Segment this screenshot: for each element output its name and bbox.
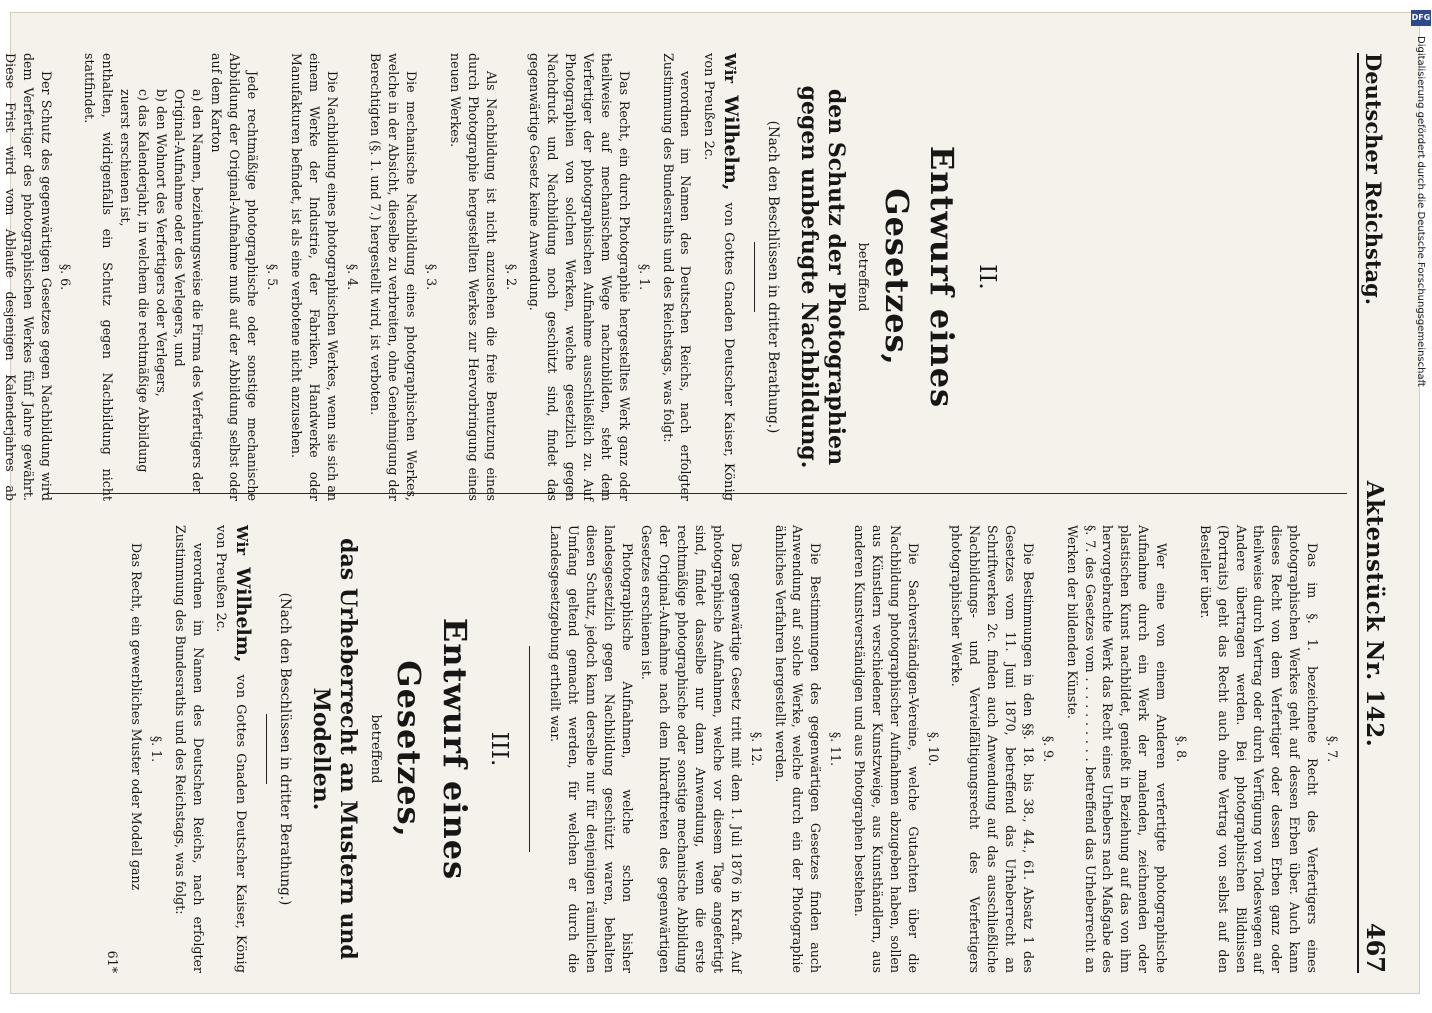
digitization-credit-text: Digitalisierung gefördert durch die Deutsche Forschungsgemeinschaft (1415, 36, 1426, 387)
paragraph-text: Die Nachbildung eines photographischen Werkes, wenn sie sich an einem Werke der Industrie, der Fabriken, Handwerke oder Manufakturen befindet, ist als eine verbotene nicht anzusehen. (288, 53, 340, 501)
paragraph-text: Die Bestimmungen des gegenwärtigen Gesetzes finden auch Anwendung auf solche Werke, welche durch ein der Photographie ähnliches Verfahren hergestellt werden. (772, 525, 824, 973)
list-item: c) das Kalenderjahr, in welchem die rechtmäßige Abbildung zuerst erschienen ist, (118, 89, 151, 473)
page-header (1357, 53, 1395, 973)
scanned-page (2, 12, 1420, 994)
paragraph-text: Als Nachbildung ist nicht anzusehen die freie Benutzung eines durch Photographie hergestellten Werkes zur Hervorbringung eines neuen Werkes. (447, 53, 499, 501)
betreffend-label: betreffend (367, 714, 383, 784)
paragraph-number: §. 4. (344, 263, 360, 291)
preamble: verordnen im Namen des Deutschen Reichs, nach erfolgter Zustimmung des Bundesraths und des Reichstags, was folgt: (660, 53, 694, 501)
wir-clause (698, 53, 743, 501)
paragraph-number: §. 10. (925, 731, 941, 767)
paragraph-number: §. 2. (503, 263, 519, 291)
paragraph-text: Die mechanische Nachbildung eines photographischen Werkes, welche in der Absicht, dieselbe zu verbreiten, ohne Genehmigung der Berechtigten (§. 1. und 7.) hergestellt wird, ist verboten. (368, 53, 420, 501)
divider-rule (266, 714, 267, 784)
paragraph-text: Wer eine von einem Anderen verfertigte photographische Aufnahme durch ein Werk der malenden, zeichnenden oder plastischen Kunst nachbildet, genießt in Beziehung auf das von ihm hervorgebrachte Werk das Recht eines Urhebers nach Maßgabe des §. 7. des Gesetzes vom . . . . . . . . . . betreffend das Urheberrecht an Werken der bildenden Künste. (1064, 525, 1170, 973)
wir-text: von Gottes Gnaden Deutscher Kaiser, König von Preußen 2c. (700, 53, 736, 501)
paragraph-text: Das Recht, ein gewerbliches Muster oder Modell ganz (129, 543, 145, 891)
left-column (0, 53, 1003, 501)
wir-text: von Gottes Gnaden Deutscher Kaiser, König von Preußen 2c. (213, 525, 249, 973)
page-number: 467 (1361, 922, 1390, 973)
law-subject: das Urheberrecht an Mustern und Modellen. (307, 538, 362, 960)
wir-label: Wir (720, 53, 739, 84)
section-title: Entwurf eines Gesetzes, (390, 617, 474, 881)
divider-rule (754, 242, 755, 312)
paragraph-number: §. 5. (265, 263, 281, 291)
section-number: III. (486, 731, 513, 767)
paragraph-text: Der Schutz des gegenwärtigen Gesetzes gegen Nachbildung wird dem Verfertiger des photographischen Werkes fünf Jahre gewährt. Diese Frist wird vom Ablaufe desjenigen Kalenderjahres ab (2, 53, 54, 501)
wir-name: Wilhelm, (719, 95, 742, 191)
paragraph-text: Photographische Aufnahmen, welche schon bisher landesgesetzlich gegen Nachbildung geschützt waren, behalten diesen Schutz, jedoch kann derselbe nur für denjenigen räumlichen Umfang geltend gemacht werden, für welchen er durch die Landesgesetzgebung ertheilt war. (548, 525, 635, 973)
paragraph-number: §. 6. (58, 263, 74, 291)
digitization-credit (1406, 36, 1432, 396)
right-column (103, 525, 1347, 973)
wir-label: Wir (233, 525, 252, 556)
paragraph-text: Das im §. 1. bezeichnete Recht des Verfertigers eines photographischen Werkes geht auf dessen Erben über. Auch kann dieses Recht von dem Verfertiger oder dessen Erben ganz oder theilweise durch Vertrag oder durch Verfügung von Todeswegen auf Andere übertragen werden. Bei photographischen Bildnissen (Portraits) geht das Recht auch ohne Vertrag von selbst auf den Besteller über. (1197, 525, 1321, 973)
paragraph-number: §. 1. (148, 735, 164, 763)
paragraph-text: Die Bestimmungen in den §§. 18. bis 38., 44., 61. Absatz 1 des Gesetzes vom 11. Juni 1870, betreffend das Urheberrecht an Schriftwerken 2c. finden auch Anwendung auf das ausschließliche Nachbildungs- und Vervielfältigungsrecht des Verfertigers photographischer Werke. (949, 525, 1036, 973)
paragraph-text: Das Recht, ein durch Photographie hergestelltes Werk ganz oder theilweise auf mechanischem Wege nachzubilden, steht dem Verfertiger der photographischen Aufnahme ausschließlich zu. Auf Photographien von solchen Werken, welche gesetzlich gegen Nachdruck und Nachbildung noch geschützt sind, findet das gegenwärtige Gesetz keine Anwendung. (527, 53, 632, 501)
list-item: b) den Wohnort des Verfertigers oder Verlegers, (153, 89, 169, 397)
paragraph-text: Das gegenwärtige Gesetz tritt mit dem 1. Juli 1876 in Kraft. Auf photographische Aufnahmen, welche vor diesem Tage angefertigt sind, findet dasselbe nur dann Anwendung, wenn die erste rechtmäßige photographische oder sonstige mechanische Abbildung der Original-Aufnahme nach dem Inkrafttreten des gegenwärtigen Gesetzes erschienen ist. (639, 525, 744, 973)
reading-note: (Nach den Beschlüssen in dritter Berathung.) (277, 592, 294, 906)
paragraph-number: §. 1. (636, 263, 652, 291)
signature-mark: 61* (105, 950, 121, 973)
wir-clause (211, 525, 256, 973)
divider-rule (529, 646, 530, 852)
paragraph-number: §. 8. (1174, 735, 1189, 763)
paragraph-text: enthalten, widrigenfalls ein Schutz gegen Nachbildung nicht stattfindet. (82, 53, 116, 501)
paragraph-text: Die Sachverständigen-Vereine, welche Gutachten über die Nachbildung photographischer Aufnahmen abzugeben haben, sollen aus Künstlern verschiedener Kunstzweige, aus Kunsthändlern, aus anderen Kunstverständigen und aus Photographen bestehen. (852, 525, 921, 973)
law-subject: den Schutz der Photographien gegen unbefugte Nachbildung. (795, 85, 850, 469)
list-item: a) den Namen, beziehungsweise die Firma des Verfertigers der Original-Aufnahme oder des Verlegers, und (171, 89, 205, 494)
paragraph-number: §. 11. (828, 731, 844, 767)
betreffend-label: betreffend (855, 242, 871, 312)
dfg-logo-icon: DFG (1411, 10, 1431, 26)
header-left: Deutscher Reichstag. (1361, 53, 1386, 306)
paragraph-number: §. 3. (424, 263, 440, 291)
wir-name: Wilhelm, (232, 567, 255, 663)
paragraph-number: §. 9. (1040, 735, 1056, 763)
header-center: Aktenstück Nr. 142. (1361, 480, 1388, 748)
paragraph-number: §. 7. (1325, 735, 1340, 763)
section-title: Entwurf eines Gesetzes, (877, 145, 962, 409)
paragraph-text: Jede rechtmäßige photographische oder sonstige mechanische Abbildung der Original-Aufnahme muß auf der Abbildung selbst oder auf dem Karton (209, 53, 261, 501)
paragraph-number: §. 12. (748, 731, 764, 767)
rotated-page-content (2, 13, 1432, 1013)
reading-note: (Nach den Beschlüssen in dritter Berathung.) (765, 120, 782, 434)
preamble: verordnen im Namen des Deutschen Reichs, nach erfolgter Zustimmung des Bundesraths und des Reichstags, was folgt: (172, 525, 206, 973)
section-number: II. (974, 264, 1000, 290)
